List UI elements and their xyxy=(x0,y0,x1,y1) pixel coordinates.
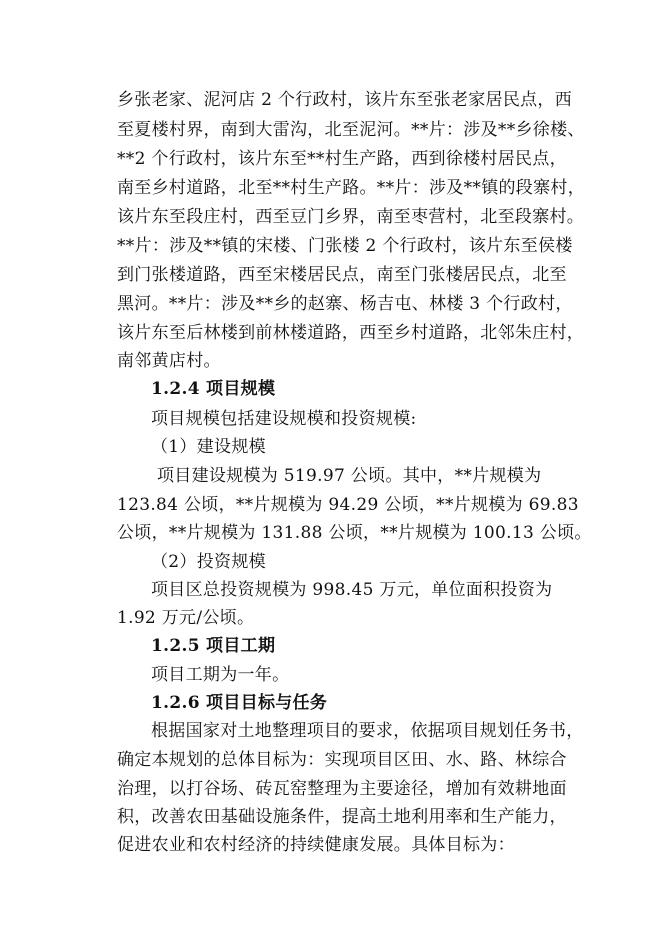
paragraph-line: 公顷，**片规模为 131.88 公顷，**片规模为 100.13 公顷。 xyxy=(117,523,592,543)
paragraph-line: **2 个行政村，该片东至**村生产路，西到徐楼村居民点， xyxy=(117,149,567,169)
paragraph-line: 项目工期为一年。 xyxy=(151,665,290,685)
paragraph-line: 123.84 公顷，**片规模为 94.29 公顷，**片规模为 69.83 xyxy=(117,495,579,515)
paragraph-line: 南邻黄店村。 xyxy=(117,351,221,371)
paragraph-line: 确定本规划的总体目标为：实现项目区田、水、路、林综合 xyxy=(117,750,567,770)
paragraph-line: 项目建设规模为 519.97 公顷。其中，**片规模为 xyxy=(157,466,542,486)
subsection-heading-investment-scale: （2）投资规模 xyxy=(151,552,266,572)
section-intro: 项目规模包括建设规模和投资规模: xyxy=(151,409,417,429)
paragraph-line: 该片东至后林楼到前林楼道路，西至乡村道路，北邻朱庄村， xyxy=(117,323,585,343)
subsection-heading-construction-scale: （1）建设规模 xyxy=(151,437,266,457)
section-heading-1-2-5: 1.2.5 项目工期 xyxy=(151,636,276,656)
paragraph-line: 黑河。**片：涉及**乡的赵寨、杨吉屯、林楼 3 个行政村， xyxy=(117,294,573,314)
paragraph-line: 到门张楼道路，西至宋楼居民点，南至门张楼居民点，北至 xyxy=(117,265,567,285)
paragraph-line: **片：涉及**镇的宋楼、门张楼 2 个行政村，该片东至侯楼 xyxy=(117,236,573,256)
paragraph-line: 1.92 万元/公顷。 xyxy=(117,608,255,628)
paragraph-line: 根据国家对土地整理项目的要求，依据项目规划任务书， xyxy=(151,721,584,741)
paragraph-line: 积，改善农田基础设施条件，提高土地利用率和生产能力， xyxy=(117,807,567,827)
paragraph-line: 乡张老家、泥河店 2 个行政村，该片东至张老家居民点，西 xyxy=(117,90,573,110)
paragraph-line: 该片东至段庄村，西至豆门乡界，南至枣营村，北至段寨村。 xyxy=(117,207,585,227)
section-heading-1-2-4: 1.2.4 项目规模 xyxy=(151,379,276,399)
paragraph-line: 项目区总投资规模为 998.45 万元，单位面积投资为 xyxy=(151,580,553,600)
section-heading-1-2-6: 1.2.6 项目目标与任务 xyxy=(151,693,328,713)
paragraph-line: 促进农业和农村经济的持续健康发展。具体目标为： xyxy=(117,835,515,855)
paragraph-line: 南至乡村道路，北至**村生产路。**片：涉及**镇的段寨村， xyxy=(117,178,585,198)
paragraph-line: 至夏楼村界，南到大雷沟，北至泥河。**片：涉及**乡徐楼、 xyxy=(117,120,585,140)
paragraph-line: 治理，以打谷场、砖瓦窑整理为主要途径，增加有效耕地面 xyxy=(117,779,567,799)
